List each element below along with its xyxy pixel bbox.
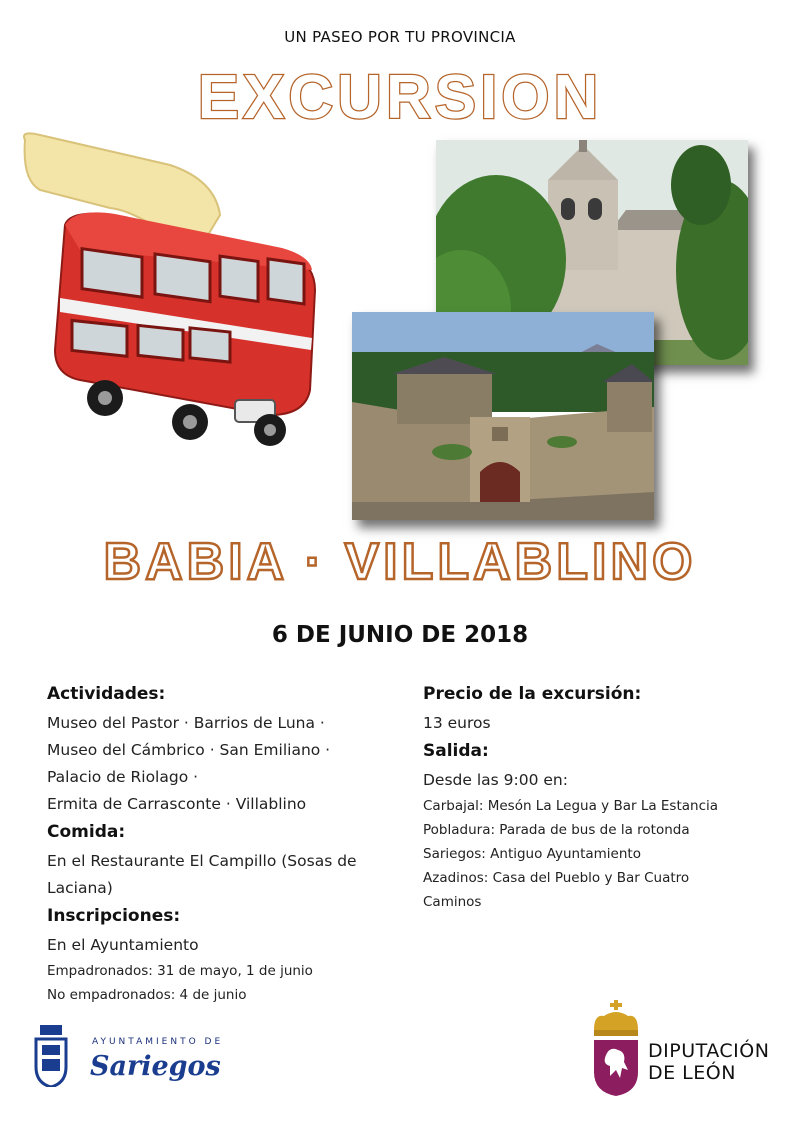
departure-line: Azadinos: Casa del Pueblo y Bar Cuatro <box>423 870 690 886</box>
meal-heading: Comida: <box>47 822 126 842</box>
meal-line: En el Restaurante El Campillo (Sosas de <box>47 852 357 870</box>
destination-title: BABIA · VILLABLINO <box>103 533 697 591</box>
diputacion-line1: DIPUTACIÓN <box>648 1040 770 1062</box>
leon-crest-icon <box>590 1000 642 1100</box>
diputacion-logo <box>590 1000 780 1100</box>
excursion-date: 6 DE JUNIO DE 2018 <box>271 622 529 648</box>
right-column <box>423 684 768 914</box>
price-heading: Precio de la excursión: <box>423 684 642 704</box>
activities-line: Museo del Pastor · Barrios de Luna · <box>47 714 325 732</box>
registration-line: Empadronados: 31 de mayo, 1 de junio <box>47 963 313 979</box>
diputacion-line2: DE LEÓN <box>648 1062 736 1084</box>
departure-line: Sariegos: Antiguo Ayuntamiento <box>423 846 641 862</box>
registration-heading: Inscripciones: <box>47 906 181 926</box>
poster-title: EXCURSION <box>197 63 603 132</box>
left-column <box>47 684 407 1007</box>
sariegos-logo <box>34 1025 234 1090</box>
sariegos-small-text: AYUNTAMIENTO DE <box>92 1037 224 1047</box>
sariegos-big-text: Sariegos <box>90 1051 221 1082</box>
departure-line: Caminos <box>423 894 482 910</box>
activities-heading: Actividades: <box>47 684 166 704</box>
price-value: 13 euros <box>423 714 491 732</box>
departure-intro: Desde las 9:00 en: <box>423 771 568 789</box>
activities-line: Palacio de Riolago · <box>47 768 199 786</box>
registration-line: No empadronados: 4 de junio <box>47 987 247 1003</box>
palace-photo <box>352 312 654 520</box>
bus-illustration <box>20 130 330 460</box>
meal-line: Laciana) <box>47 879 113 897</box>
poster-kicker: UN PASEO POR TU PROVINCIA <box>284 28 516 46</box>
activities-line: Museo del Cámbrico · San Emiliano · <box>47 741 331 759</box>
departure-heading: Salida: <box>423 741 489 761</box>
departure-line: Pobladura: Parada de bus de la rotonda <box>423 822 690 838</box>
activities-line: Ermita de Carrasconte · Villablino <box>47 795 307 813</box>
sariegos-shield-icon <box>34 1025 68 1091</box>
departure-line: Carbajal: Mesón La Legua y Bar La Estancia <box>423 798 719 814</box>
registration-main: En el Ayuntamiento <box>47 936 199 954</box>
